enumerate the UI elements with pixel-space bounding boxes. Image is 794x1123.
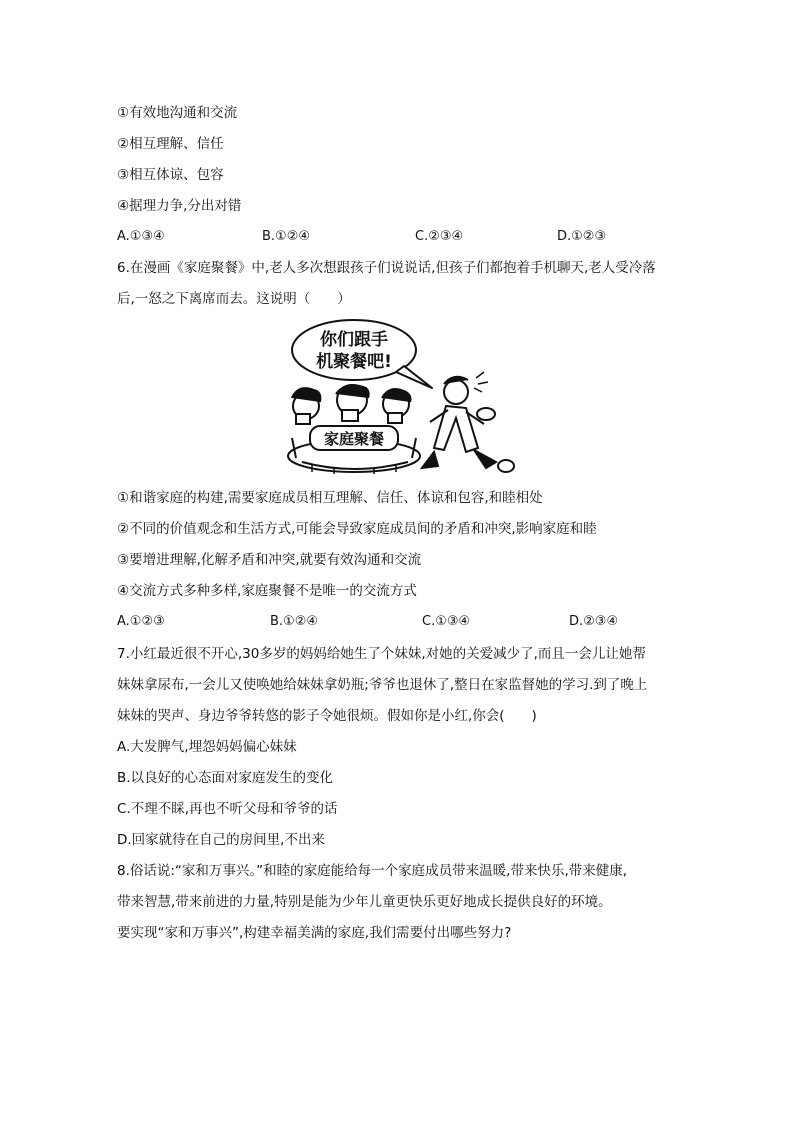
bubble-line-2: 机聚餐吧! xyxy=(316,352,392,372)
q7-stem-line-1: 7.小红最近很不开心,30多岁的妈妈给她生了个妹妹,对她的关爱减少了,而且一会儿让她帮 xyxy=(117,646,646,662)
q6-option-d: D.②③④ xyxy=(569,614,619,629)
q5-option-d: D.①②③ xyxy=(557,229,607,244)
q5-option-b: B.①②④ xyxy=(262,229,311,244)
q8-line-2: 带来智慧,带来前进的力量,特别是能为少年儿童更快乐更好地成长提供良好的环境。 xyxy=(117,894,612,910)
q8-line-1: 8.俗话说:“家和万事兴。”和睦的家庭能给每一个家庭成员带来温暖,带来快乐,带来健康, xyxy=(117,863,628,879)
q5-item-3: ③相互体谅、包容 xyxy=(117,167,224,183)
q6-item-3: ③要增进理解,化解矛盾和冲突,就要有效沟通和交流 xyxy=(117,552,422,568)
q7-option-c: C.不理不睬,再也不听父母和爷爷的话 xyxy=(117,801,338,817)
q5-option-c: C.②③④ xyxy=(415,229,464,244)
q6-item-4: ④交流方式多种多样,家庭聚餐不是唯一的交流方式 xyxy=(117,583,417,599)
q6-option-c: C.①③④ xyxy=(422,614,471,629)
q6-item-2: ②不同的价值观念和生活方式,可能会导致家庭成员间的矛盾和冲突,影响家庭和睦 xyxy=(117,521,597,537)
q8-line-3: 要实现“家和万事兴”,构建幸福美满的家庭,我们需要付出哪些努力? xyxy=(117,925,512,941)
bubble-line-1: 你们跟手 xyxy=(320,330,388,350)
q7-stem-line-2: 妹妹拿尿布,一会儿又使唤她给妹妹拿奶瓶;爷爷也退休了,整日在家监督她的学习.到了晚上 xyxy=(117,677,648,693)
q6-option-a: A.①②③ xyxy=(117,614,165,629)
q7-option-a: A.大发脾气,埋怨妈妈偏心妹妹 xyxy=(117,739,297,755)
q5-option-a: A.①③④ xyxy=(117,229,165,244)
q6-item-1: ①和谐家庭的构建,需要家庭成员相互理解、信任、体谅和包容,和睦相处 xyxy=(117,490,543,506)
sign-label: 家庭聚餐 xyxy=(323,430,385,448)
q6-stem-line-1: 6.在漫画《家庭聚餐》中,老人多次想跟孩子们说说话,但孩子们都抱着手机聊天,老人受冷落 xyxy=(117,260,656,276)
q6-option-b: B.①②④ xyxy=(270,614,319,629)
q5-item-2: ②相互理解、信任 xyxy=(117,136,224,152)
family-dinner-cartoon xyxy=(284,318,516,478)
q5-item-4: ④据理力争,分出对错 xyxy=(117,198,242,214)
q6-stem-line-2: 后,一怒之下离席而去。这说明（ ） xyxy=(117,291,351,307)
q5-item-1: ①有效地沟通和交流 xyxy=(117,105,238,121)
q7-option-b: B.以良好的心态面对家庭发生的变化 xyxy=(117,770,334,786)
q7-option-d: D.回家就待在自己的房间里,不出来 xyxy=(117,832,325,848)
q7-stem-line-3: 妹妹的哭声、身边爷爷转悠的影子令她很烦。假如你是小红,你会( ) xyxy=(117,708,537,724)
